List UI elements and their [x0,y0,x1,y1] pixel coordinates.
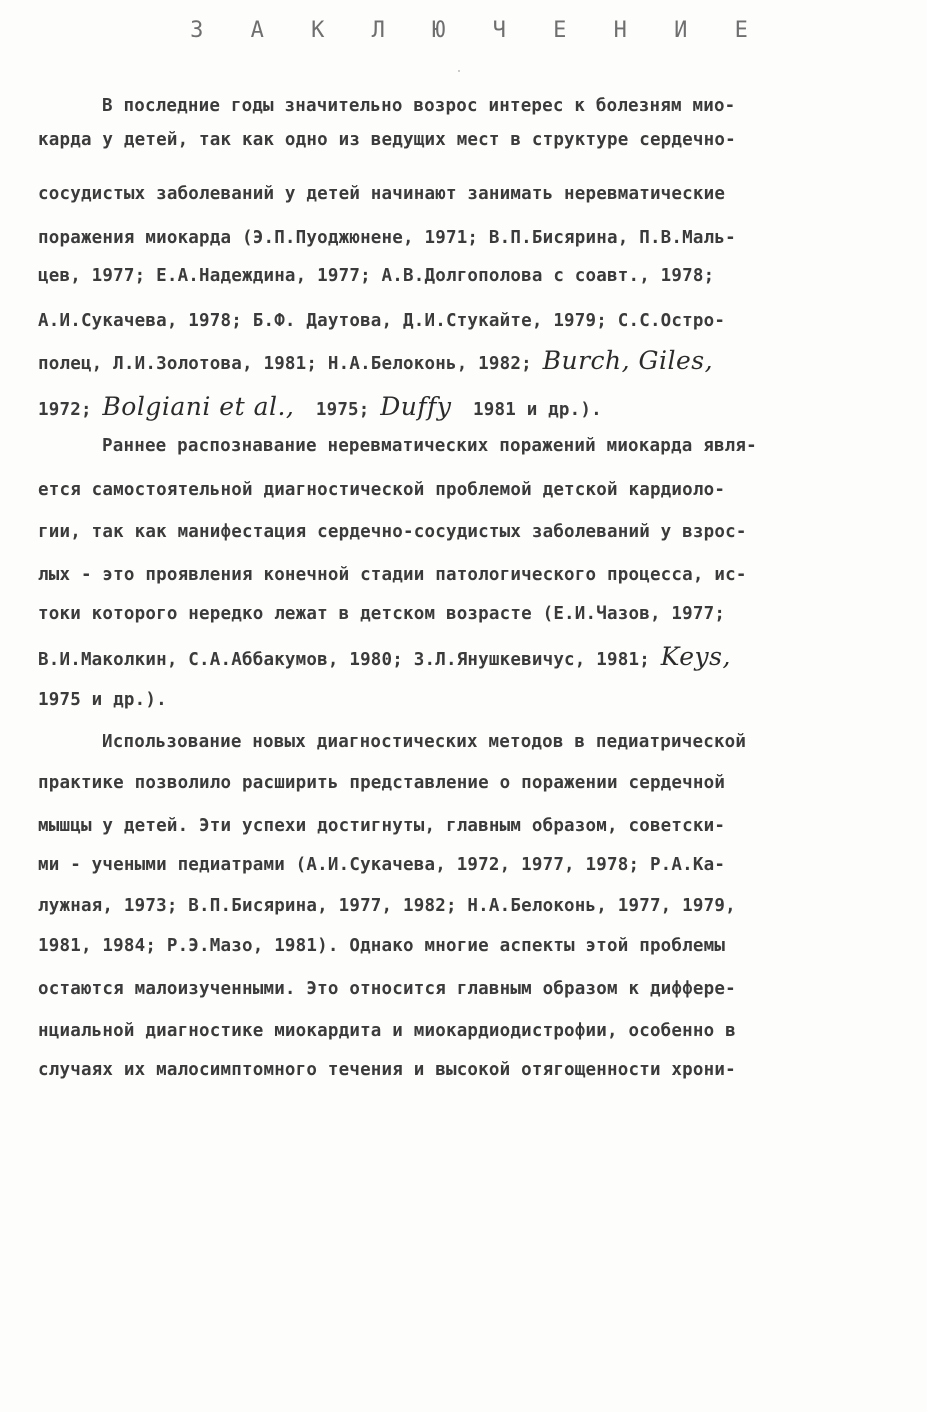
text-line [38,393,602,421]
section-heading: З А К Л Ю Ч Е Н И Е [190,18,765,43]
typed-text: цев, 1977; Е.А.Надеждина, 1977; А.В.Долгополова с соавт., 1978; [38,266,715,286]
paper-speck [458,70,460,72]
text-line [38,476,725,504]
typed-text: сосудистых заболеваний у детей начинают занимать неревматические [38,184,726,204]
typed-text: токи которого нередко лежат в детском возрасте (Е.И.Чазов, 1977; [38,604,726,624]
typed-text: полец, Л.И.Золотова, 1981; Н.А.Белоконь, 1982; [38,354,543,374]
typed-text: карда у детей, так как одно из ведущих мест в структуре сердечно- [38,130,736,150]
typed-text: нциальной диагностике миокардита и миокардиодистрофии, особенно в [38,1021,736,1041]
text-line [38,892,736,920]
typed-text: Раннее распознавание неревматических поражений миокарда явля- [102,436,757,456]
text-line [38,561,747,589]
text-line [38,769,725,797]
typed-text: В.И.Маколкин, С.А.Аббакумов, 1980; З.Л.Янушкевичус, 1981; [38,650,661,670]
typed-text: лужная, 1973; В.П.Бисярина, 1977, 1982; Н.А.Белоконь, 1977, 1979, [38,896,736,916]
typed-text: гии, так как манифестация сердечно-сосудистых заболеваний у взрос- [38,522,747,542]
text-line [102,92,735,120]
text-line [102,728,746,756]
typed-text: 1981, 1984; Р.Э.Мазо, 1981). Однако многие аспекты этой проблемы [38,936,726,956]
text-line [38,180,725,208]
text-line [38,126,736,154]
text-line [38,932,725,960]
text-line [38,600,725,628]
typed-text: 1981 и др.). [451,400,602,420]
text-line [38,1056,736,1084]
typed-text: случаях их малосимптомного течения и высокой отягощенности хрони- [38,1060,736,1080]
typed-text: В последние годы значительно возрос интерес к болезням мио- [102,96,736,116]
text-line [38,518,747,546]
text-line [38,851,725,879]
text-line [38,224,736,252]
typed-text: поражения миокарда (Э.П.Пуоджюнене, 1971; В.П.Бисярина, П.В.Маль- [38,228,736,248]
text-line [38,307,725,335]
text-line [38,975,736,1003]
text-line [38,1017,736,1045]
text-line [38,643,731,671]
typed-text: остаются малоизученными. Это относится главным образом к диффере- [38,979,736,999]
typed-text: мышцы у детей. Эти успехи достигнуты, главным образом, советски- [38,816,726,836]
typed-text: ется самостоятельной диагностической проблемой детской кардиоло- [38,480,726,500]
text-line [38,347,713,375]
typed-text: 1975 и др.). [38,690,167,710]
typed-text: лых - это проявления конечной стадии патологического процесса, ис- [38,565,747,585]
text-line [38,812,725,840]
typed-text: Использование новых диагностических методов в педиатрической [102,732,747,752]
typed-text: ми - учеными педиатрами (А.И.Сукачева, 1972, 1977, 1978; Р.А.Ка- [38,855,726,875]
handwritten-reference: Duffy [380,392,452,421]
handwritten-reference: Burch, Giles, [542,346,714,375]
text-line [38,686,167,714]
typed-text: А.И.Сукачева, 1978; Б.Ф. Даутова, Д.И.Стукайте, 1979; С.С.Остро- [38,311,726,331]
typed-text: 1975; [294,400,381,420]
text-line [102,432,757,460]
handwritten-reference: Keys, [660,642,731,671]
typed-text: 1972; [38,400,103,420]
handwritten-reference: Bolgiani et al., [102,392,295,421]
text-line [38,262,714,290]
typed-text: практике позволило расширить представление о поражении сердечной [38,773,726,793]
